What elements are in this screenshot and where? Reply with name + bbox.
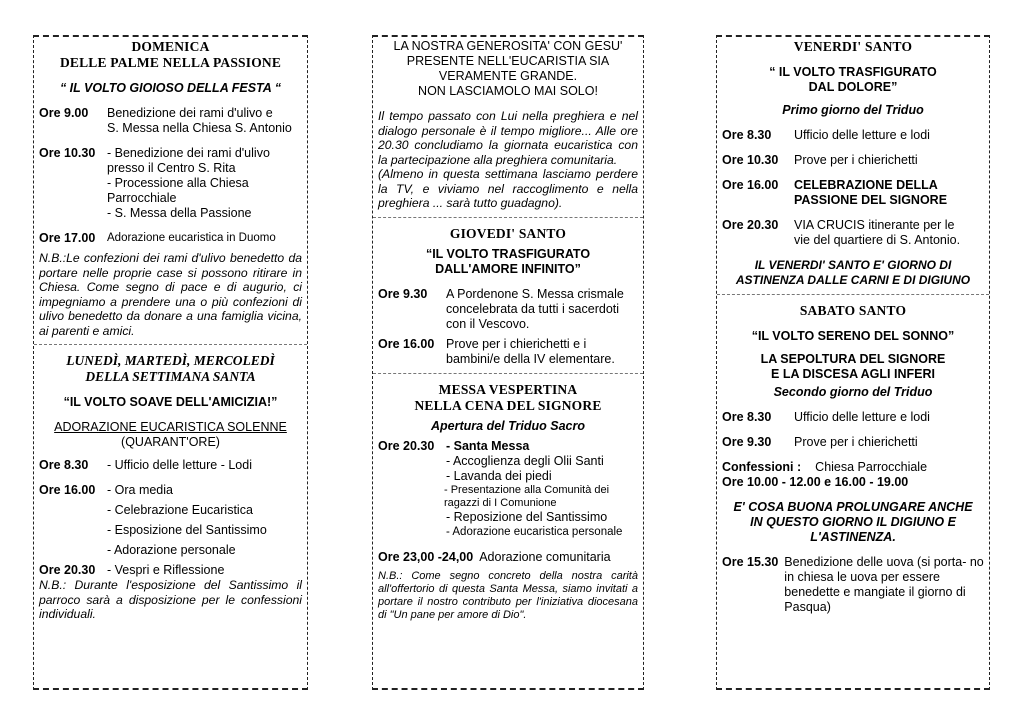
advice-notice: E' COSA BUONA PROLUNGARE ANCHE IN QUESTO GIORNO IL DIGIUNO E L'ASTINENZA. [733, 500, 973, 544]
section-title: DELLE PALME NELLA PASSIONE [59, 55, 282, 70]
description: - Santa Messa [446, 438, 530, 453]
confessions-label: Confessioni : [722, 460, 802, 474]
time: Ore 9.30 [378, 286, 428, 301]
schedule-row [378, 287, 638, 332]
description-line: - Esposizione del Santissimo [107, 523, 267, 537]
schedule-row [722, 435, 984, 450]
description: Adorazione comunitaria [479, 549, 611, 564]
description: Prove per i chierichetti [794, 435, 918, 449]
note: Il tempo passato con Lui nella preghiera e nel dialogo personale è il tempo migliore... Alle ore 20.30 concludiamo la giornata eucaristica con la partecipazione alla preghiera comunitaria. [378, 109, 638, 167]
divider [34, 344, 307, 345]
adoration-subheading: (QUARANT'ORE) [121, 435, 220, 449]
schedule-row [39, 231, 302, 246]
schedule-row [39, 146, 302, 221]
description-line: - Celebrazione Eucaristica [107, 503, 253, 517]
description: Benedizione delle uova (si porta- no in chiesa le uova per essere benedette e mangiate il giorno di Pasqua) [784, 555, 984, 614]
time: Ore 10.30 [722, 153, 779, 167]
divider [717, 294, 989, 295]
time: Ore 20.30 [722, 218, 779, 232]
note: N.B.: Come segno concreto della nostra carità all'offertorio di questa Santa Messa, siamo invitati a portare il nostro contributo per l'iniziativa diocesana di "Un pane per amore di Dio". [378, 569, 638, 621]
section-subtitle: “IL VOLTO SERENO DEL SONNO” [751, 329, 955, 343]
section-title: DOMENICA [131, 39, 210, 54]
description-line: - Presentazione alla Comunità dei ragazzi di I Comunione [444, 483, 610, 509]
section-title: SABATO SANTO [799, 303, 907, 318]
column-palm-sunday [33, 35, 308, 690]
time: Ore 17.00 [39, 231, 96, 245]
note: N.B.: Durante l'esposizione del Santissimo il parroco sarà a disposizione per le confessioni individuali. [39, 578, 302, 621]
description: Benedizione dei rami d'ulivo e S. Messa nella Chiesa S. Antonio [107, 106, 292, 135]
triduo-label: Secondo giorno del Triduo [773, 385, 933, 399]
fasting-notice: IL VENERDI' SANTO E' GIORNO DI ASTINENZA DALLE CARNI E DI DIGIUNO [735, 258, 971, 287]
time: Ore 8.30 [722, 128, 772, 142]
time: Ore 20.30 [39, 563, 96, 577]
section-title: NELLA CENA DEL SIGNORE [414, 397, 602, 413]
section-title: GIOVEDI' SANTO [449, 225, 567, 241]
intro-text: LA NOSTRA GENEROSITA' CON GESU' PRESENTE NELL'EUCARISTIA SIA VERAMENTE GRANDE. NON LASCIAMOLO MAI SOLO! [393, 39, 623, 98]
column-holy-thursday [372, 35, 644, 690]
time: Ore 16.00 [722, 178, 779, 192]
description: - Ora media [107, 483, 173, 497]
section-title: LUNEDÌ, MARTEDÌ, MERCOLEDÌ [66, 353, 275, 368]
schedule-row [39, 483, 302, 498]
note: (Almeno in questa settimana lasciamo perdere la TV, e viviamo nel raccoglimento e nella preghiera ... sarà tutto guadagno). [378, 167, 638, 210]
column-good-friday [716, 35, 990, 690]
schedule-row [378, 550, 638, 565]
description: - Ufficio delle letture - Lodi [107, 458, 252, 472]
description: VIA CRUCIS itinerante per le vie del quartiere di S. Antonio. [794, 218, 961, 247]
schedule-row [722, 218, 984, 248]
time: Ore 23,00 -24,00 [378, 549, 474, 564]
description-line: - Lavanda dei piedi [446, 468, 552, 483]
description: Ufficio delle letture e lodi [794, 128, 930, 142]
description-line: - Accoglienza degli Olii Santi [446, 453, 604, 468]
divider [373, 217, 643, 218]
section-title: MESSA VESPERTINA [438, 381, 578, 397]
note: N.B.:Le confezioni dei rami d'ulivo benedetto da portare nelle proprie case si possono ritirare in Chiesa. Come segno di pace e di augurio, ci impegniamo a prendere una o più confezioni di ulivo benedetto da donare a una famiglia vicina, ai parenti e amici. [39, 251, 302, 338]
description: Ufficio delle letture e lodi [794, 410, 930, 424]
time: Ore 9.30 [722, 435, 772, 449]
schedule-row [39, 458, 302, 473]
schedule-row [378, 337, 638, 367]
schedule-row [722, 555, 984, 615]
time: Ore 20.30 [378, 438, 435, 453]
description-line: - Adorazione eucaristica personale [446, 525, 623, 538]
description-line: - Adorazione personale [107, 543, 236, 557]
time: Ore 10.30 [39, 146, 96, 160]
section-subtitle: LA SEPOLTURA DEL SIGNORE E LA DISCESA AGLI INFERI [760, 352, 946, 381]
time: Ore 8.30 [722, 410, 772, 424]
time: Ore 9.00 [39, 106, 89, 120]
description: Prove per i chierichetti e i bambini/e della IV elementare. [446, 336, 615, 366]
description: CELEBRAZIONE DELLA PASSIONE DEL SIGNORE [794, 178, 948, 207]
time: Ore 16.00 [378, 336, 435, 351]
time: Ore 15.30 [722, 555, 779, 569]
adoration-heading: ADORAZIONE EUCARISTICA SOLENNE [54, 420, 287, 434]
description: A Pordenone S. Messa crismale concelebrata da tutti i sacerdoti con il Vescovo. [446, 286, 624, 331]
description: Prove per i chierichetti [794, 153, 918, 167]
time: Ore 8.30 [39, 458, 89, 472]
schedule-row [39, 106, 302, 136]
schedule-row [378, 439, 638, 454]
section-subtitle: “ IL VOLTO GIOIOSO DELLA FESTA “ [59, 81, 282, 95]
confessions-row [722, 460, 984, 475]
section-subtitle: “IL VOLTO SOAVE DELL'AMICIZIA!” [63, 395, 278, 409]
section-subtitle: Apertura del Triduo Sacro [431, 418, 585, 433]
time: Ore 16.00 [39, 483, 96, 497]
schedule-row [39, 563, 302, 578]
section-title: VENERDI' SANTO [793, 39, 913, 54]
section-subtitle: “IL VOLTO TRASFIGURATO DALL'AMORE INFINITO” [425, 246, 591, 276]
section-subtitle: “ IL VOLTO TRASFIGURATO DAL DOLORE” [769, 65, 937, 94]
confessions-place: Chiesa Parrocchiale [815, 460, 928, 474]
confessions-hours: Ore 10.00 - 12.00 e 16.00 - 19.00 [722, 475, 909, 489]
divider [373, 373, 643, 374]
schedule-row [722, 410, 984, 425]
schedule-row [722, 153, 984, 168]
schedule-row [722, 128, 984, 143]
schedule-row [722, 178, 984, 208]
description: - Benedizione dei rami d'ulivo presso il Centro S. Rita - Processione alla Chiesa Parrocchiale - S. Messa della Passione [107, 146, 270, 220]
section-title: DELLA SETTIMANA SANTA [85, 369, 256, 384]
description: - Vespri e Riflessione [107, 563, 225, 577]
description: Adorazione eucaristica in Duomo [107, 232, 276, 244]
triduo-label: Primo giorno del Triduo [782, 103, 924, 117]
description-line: - Reposizione del Santissimo [446, 509, 608, 524]
